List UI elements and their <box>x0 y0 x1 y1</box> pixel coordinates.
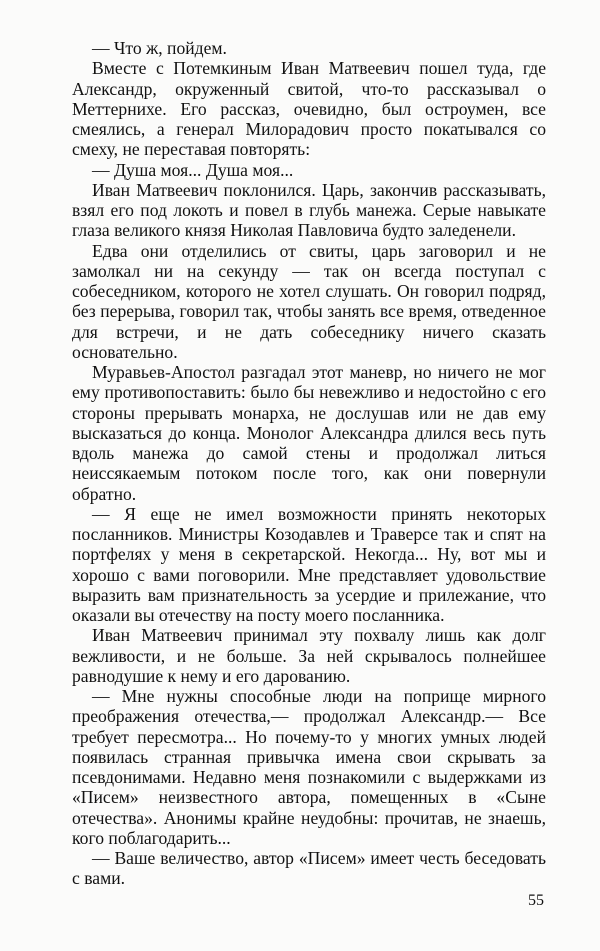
paragraph: — Что ж, пойдем. <box>92 38 227 58</box>
paragraph: — Мне нужны способные люди на поприще мирного преображения отечества,— продолжал Александр.— Все требует пересмотра... Но почему-то у многих умных людей появилась странная привычка имена свои скрывать за псевдонимами. Недавно меня познакомили с выдержками из «Писем» неизвестного автора, помещенных в «Сыне отечества». Анонимы крайне неудобны: прочитав, не знаешь, кого поблагодарить... <box>72 686 546 848</box>
paragraph: Иван Матвеевич поклонился. Царь, закончив рассказывать, взял его под локоть и повел в глубь манежа. Серые навыкате глаза великого князя Николая Павловича будто заледенели. <box>72 179 546 241</box>
paragraph: — Я еще не имел возможности принять некоторых посланников. Министры Козодавлев и Траверсе так и спят на портфелях у меня в секретарской. Некогда... Ну, вот мы и хорошо с вами поговорили. Мне представляет удовольствие выразить вам признательность за усердие и прилежание, что оказали вы отечеству на посту моего посланника. <box>72 503 546 625</box>
paragraph: — Душа моя... Душа моя... <box>92 159 294 180</box>
paragraph: Муравьев-Апостол разгадал этот маневр, но ничего не мог ему противопоставить: было бы невежливо и недостойно с его стороны прерывать монарха, не дослушав или не дав ему высказаться до конца. Монолог Александра длился весь путь вдоль манежа до самой стены и продолжал литься неиссякаемым потоком после того, как они повернули обратно. <box>72 362 546 504</box>
page-number: 55 <box>528 892 544 909</box>
body-text <box>72 38 546 889</box>
paragraph: — Ваше величество, автор «Писем» имеет честь беседовать с вами. <box>72 848 546 889</box>
paragraph: Едва они отделились от свиты, царь заговорил и не замолкал ни на секунду — так он всегда поступал с собеседником, которого не хотел слушать. Он говорил подряд, без перерыва, говорил так, чтобы занять все время, отведенное для встречи, и не дать собеседнику ничего сказать основательно. <box>72 240 546 362</box>
paragraph: Иван Матвеевич принимал эту похвалу лишь как долг вежливости, и не больше. За ней скрывалось полнейшее равнодушие к нему и его дарованию. <box>72 625 546 686</box>
paragraph: Вместе с Потемкиным Иван Матвеевич пошел туда, где Александр, окруженный свитой, что-то рассказывал о Меттернихе. Его рассказ, очевидно, был остроумен, все смеялись, а генерал Милорадович просто покатывался со смеху, не переставая повторять: <box>72 58 546 160</box>
